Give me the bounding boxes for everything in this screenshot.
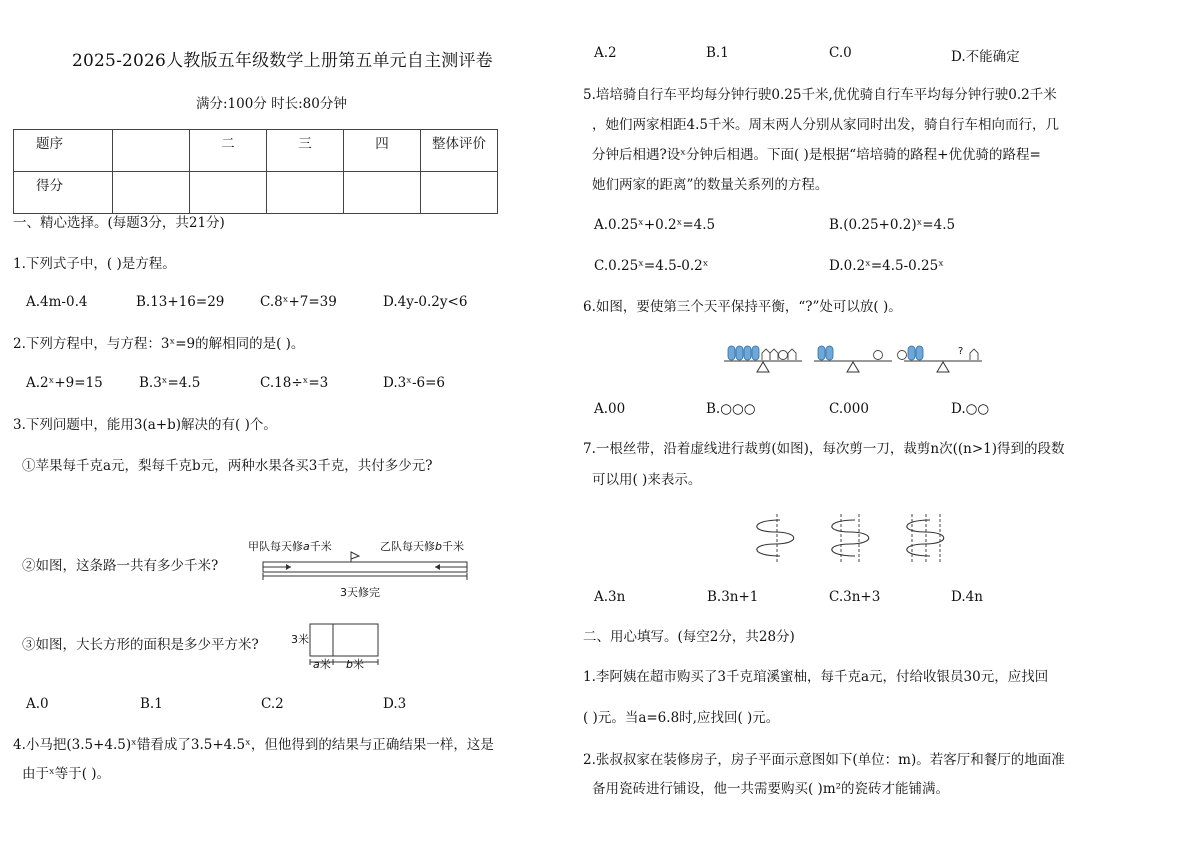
rect-figure-height-label: 3米 bbox=[291, 633, 309, 646]
road-figure-label-right: 乙队每天修b千米 bbox=[380, 540, 464, 553]
score-table bbox=[13, 129, 498, 214]
q5-option-c[interactable]: C.0.25ˣ=4.5-0.2ˣ bbox=[594, 258, 709, 274]
rect-figure-a-label: a米 bbox=[313, 658, 331, 671]
q6-stem: 6.如图，要使第三个天平保持平衡，“?”处可以放( )。 bbox=[583, 299, 902, 315]
rect-figure-b-label: b米 bbox=[346, 658, 364, 671]
q3-item-1: ①苹果每千克a元，梨每千克b元，两种水果各买3千克，共付多少元? bbox=[22, 458, 433, 474]
q7-option-c[interactable]: C.3n+3 bbox=[829, 589, 881, 605]
road-figure-label-left: 甲队每天修a千米 bbox=[248, 540, 332, 553]
q6-option-a[interactable]: A.00 bbox=[594, 401, 626, 417]
table-cell: 得分 bbox=[14, 172, 113, 214]
table-cell[interactable] bbox=[190, 172, 267, 214]
page-subtitle: 满分:100分 时长:80分钟 bbox=[196, 96, 347, 112]
q3-option-a[interactable]: A.0 bbox=[26, 696, 49, 712]
road-figure-bottom-label: 3天修完 bbox=[340, 586, 380, 599]
q6-option-b[interactable]: B.○○○ bbox=[706, 401, 756, 417]
q3-item-2: ②如图，这条路一共有多少千米? bbox=[22, 558, 219, 574]
q4-option-b[interactable]: B.1 bbox=[706, 45, 729, 61]
q5-line-4: 她们两家的距离”的数量关系列的方程。 bbox=[592, 177, 829, 193]
q2-option-a[interactable]: A.2ˣ+9=15 bbox=[26, 375, 103, 391]
q1-option-c[interactable]: C.8ˣ+7=39 bbox=[260, 294, 337, 310]
q7-option-d[interactable]: D.4n bbox=[951, 589, 983, 605]
q2-option-c[interactable]: C.18÷ˣ=3 bbox=[260, 375, 329, 391]
f2-line-1: 2.张叔叔家在装修房子，房子平面示意图如下(单位：m)。若客厅和餐厅的地面准 bbox=[583, 752, 1065, 768]
table-header: 二 bbox=[190, 130, 267, 172]
f2-line-2: 备用瓷砖进行铺设，他一共需要购买( )m²的瓷砖才能铺满。 bbox=[592, 781, 950, 797]
q3-item-3: ③如图，大长方形的面积是多少平方米? bbox=[22, 637, 259, 653]
q3-option-b[interactable]: B.1 bbox=[140, 696, 163, 712]
q1-option-b[interactable]: B.13+16=29 bbox=[136, 294, 225, 310]
q1-option-d[interactable]: D.4y-0.2y<6 bbox=[383, 294, 468, 310]
q3-stem: 3.下列问题中，能用3(a+b)解决的有( )个。 bbox=[13, 417, 277, 433]
f1-line-1: 1.李阿姨在超市购买了3千克琯溪蜜柚，每千克a元，付给收银员30元，应找回 bbox=[583, 669, 1049, 685]
page-title: 2025-2026人教版五年级数学上册第五单元自主测评卷 bbox=[72, 51, 493, 71]
section-1-heading: 一、精心选择。(每题3分，共21分) bbox=[13, 215, 225, 231]
table-header: 题序 bbox=[14, 130, 113, 172]
q5-option-d[interactable]: D.0.2ˣ=4.5-0.25ˣ bbox=[829, 258, 944, 274]
balance-figure bbox=[720, 338, 995, 378]
ribbon-figure bbox=[750, 512, 965, 567]
q6-option-c[interactable]: C.000 bbox=[829, 401, 869, 417]
q2-option-b[interactable]: B.3ˣ=4.5 bbox=[139, 375, 201, 391]
q3-option-d[interactable]: D.3 bbox=[383, 696, 407, 712]
q5-option-a[interactable]: A.0.25ˣ+0.2ˣ=4.5 bbox=[594, 217, 716, 233]
q4-line-1: 4.小马把(3.5+4.5)ˣ错看成了3.5+4.5ˣ，但他得到的结果与正确结果一样，这是 bbox=[13, 737, 494, 753]
q6-option-d[interactable]: D.○○ bbox=[951, 401, 990, 417]
q2-stem: 2.下列方程中，与方程：3ˣ=9的解相同的是( )。 bbox=[13, 336, 305, 352]
table-cell[interactable] bbox=[344, 172, 421, 214]
q5-option-b[interactable]: B.(0.25+0.2)ˣ=4.5 bbox=[829, 217, 956, 233]
q7-option-b[interactable]: B.3n+1 bbox=[707, 589, 759, 605]
table-cell[interactable] bbox=[267, 172, 344, 214]
table-header bbox=[113, 130, 190, 172]
balance-question-mark: ? bbox=[958, 346, 964, 357]
q5-line-3: 分钟后相遇?设ˣ分钟后相遇。下面( )是根据“培培骑的路程+优优骑的路程= bbox=[592, 147, 1041, 163]
q4-option-d[interactable]: D.不能确定 bbox=[951, 49, 1020, 65]
table-cell[interactable] bbox=[421, 172, 498, 214]
q5-line-2: ，她们两家相距4.5千米。周末两人分别从家同时出发，骑自行车相向而行，几 bbox=[592, 117, 1059, 133]
table-header: 三 bbox=[267, 130, 344, 172]
q1-stem: 1.下列式子中，( )是方程。 bbox=[13, 256, 176, 272]
table-header: 四 bbox=[344, 130, 421, 172]
q3-option-c[interactable]: C.2 bbox=[261, 696, 284, 712]
q5-line-1: 5.培培骑自行车平均每分钟行驶0.25千米,优优骑自行车平均每分钟行驶0.2千米 bbox=[583, 87, 1057, 103]
q4-option-c[interactable]: C.0 bbox=[829, 45, 852, 61]
q7-option-a[interactable]: A.3n bbox=[594, 589, 626, 605]
q1-option-a[interactable]: A.4m-0.4 bbox=[26, 294, 88, 310]
q7-line-1: 7.一根丝带，沿着虚线进行裁剪(如图)，每次剪一刀，裁剪n次((n>1)得到的段数 bbox=[583, 441, 1065, 457]
table-header: 整体评价 bbox=[421, 130, 498, 172]
table-row bbox=[14, 130, 498, 172]
section-2-heading: 二、用心填写。(每空2分，共28分) bbox=[583, 629, 795, 645]
f1-line-2: ( )元。当a=6.8时,应找回( )元。 bbox=[583, 710, 780, 726]
q2-option-d[interactable]: D.3ˣ-6=6 bbox=[383, 375, 445, 391]
q4-option-a[interactable]: A.2 bbox=[594, 45, 617, 61]
table-row bbox=[14, 172, 498, 214]
table-cell[interactable] bbox=[113, 172, 190, 214]
q7-line-2: 可以用( )来表示。 bbox=[592, 472, 702, 488]
q4-line-2: 由于ˣ等于( )。 bbox=[22, 766, 111, 782]
